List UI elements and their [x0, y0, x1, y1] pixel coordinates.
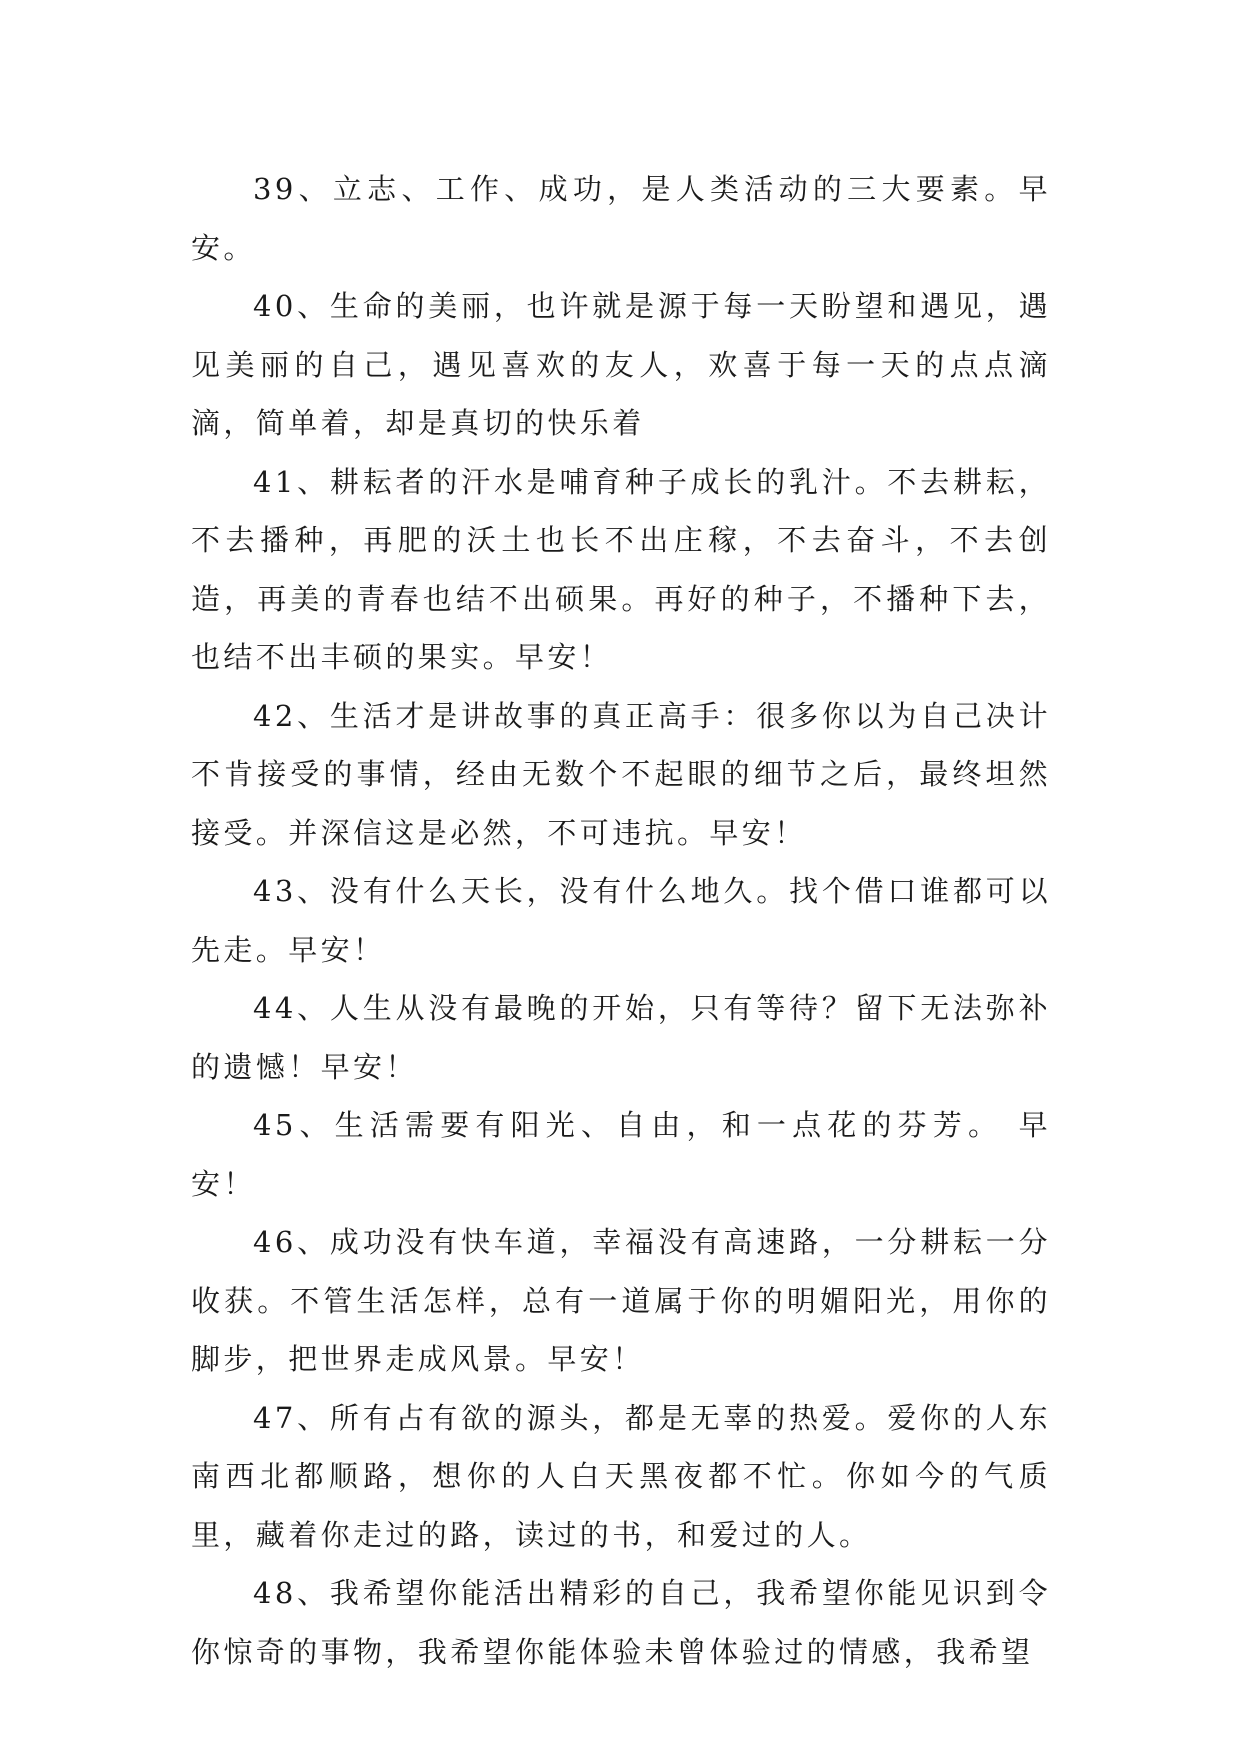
paragraph-43: 43、没有什么天长，没有什么地久。找个借口谁都可以先走。早安！: [191, 874, 1051, 967]
paragraph-46: 46、成功没有快车道，幸福没有高速路，一分耕耘一分收获。不管生活怎样，总有一道属于你的明媚阳光，用你的脚步，把世界走成风景。早安！: [191, 1225, 1051, 1376]
paragraph-47: 47、所有占有欲的源头，都是无辜的热爱。爱你的人东南西北都顺路，想你的人白天黑夜都不忙。你如今的气质里，藏着你走过的路，读过的书，和爱过的人。: [191, 1400, 1051, 1552]
paragraph-42: 42、生活才是讲故事的真正高手：很多你以为自己决计不肯接受的事情，经由无数个不起眼的细节之后，最终坦然接受。并深信这是必然，不可违抗。早安！: [191, 698, 1051, 850]
paragraph-41: 41、耕耘者的汗水是哺育种子成长的乳汁。不去耕耘，不去播种，再肥的沃土也长不出庄稼，不去奋斗，不去创造，再美的青春也结不出硕果。再好的种子，不播种下去，也结不出丰硕的果实。早安！: [191, 464, 1051, 674]
paragraph-44: 44、人生从没有最晚的开始，只有等待？留下无法弥补的遗憾！早安！: [191, 991, 1051, 1084]
paragraph-39: 39、立志、工作、成功，是人类活动的三大要素。早安。: [191, 172, 1051, 265]
paragraph-48: 48、我希望你能活出精彩的自己，我希望你能见识到令你惊奇的事物，我希望你能体验未曾体验过的情感，我希望: [191, 1576, 1051, 1669]
paragraph-45: 45、生活需要有阳光、自由，和一点花的芬芳。 早安！: [191, 1108, 1051, 1201]
paragraph-40: 40、生命的美丽，也许就是源于每一天盼望和遇见，遇见美丽的自己，遇见喜欢的友人，欢喜于每一天的点点滴滴，简单着，却是真切的快乐着: [191, 289, 1051, 440]
document-body: [191, 160, 1051, 1681]
